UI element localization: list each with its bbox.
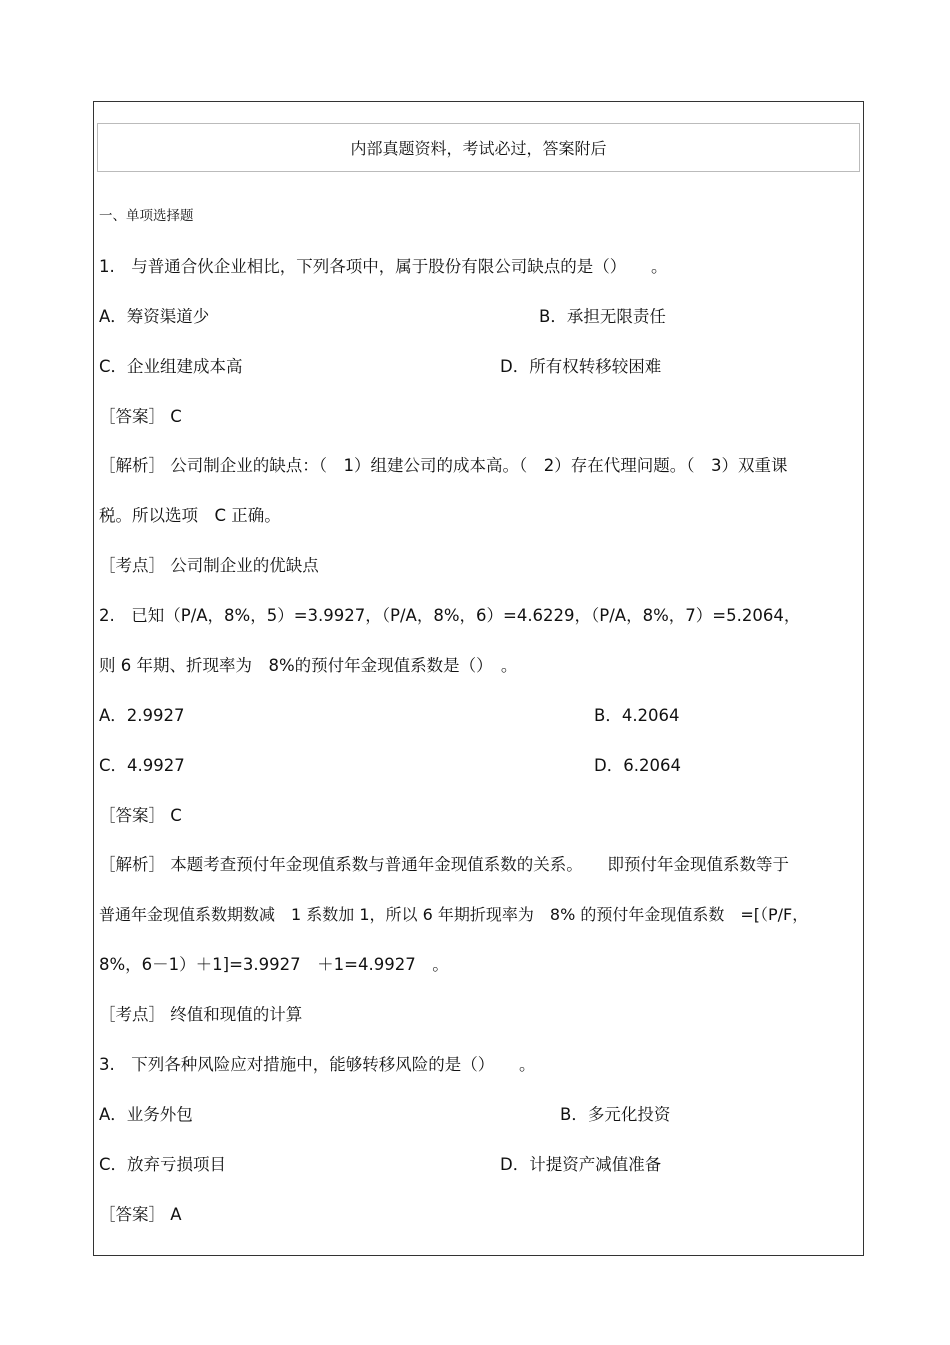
q2-stem-line2: 则 6 年期、折现率为 8%的预付年金现值系数是（） 。 <box>99 656 518 675</box>
header-box <box>97 123 860 172</box>
q2-option-d: D．6.2064 <box>594 756 681 775</box>
q3-stem: 3. 下列各种风险应对措施中，能够转移风险的是（） 。 <box>99 1055 536 1074</box>
q1-analysis-line2: 税。所以选项 C 正确。 <box>99 506 281 525</box>
q1-analysis-line1: ［解析］ 公司制企业的缺点：（ 1）组建公司的成本高。（ 2）存在代理问题。（ 3）双重课 <box>99 456 788 475</box>
q2-option-b: B．4.2064 <box>594 706 680 725</box>
q3-option-a: A．业务外包 <box>99 1105 193 1124</box>
q2-answer: ［答案］ C <box>99 806 182 825</box>
q1-stem: 1. 与普通合伙企业相比，下列各项中，属于股份有限公司缺点的是（） 。 <box>99 257 668 276</box>
q2-point: ［考点］ 终值和现值的计算 <box>99 1005 303 1024</box>
header-title: 内部真题资料，考试必过，答案附后 <box>350 139 607 158</box>
q1-option-c: C．企业组建成本高 <box>99 357 243 376</box>
q3-option-d: D．计提资产减值准备 <box>500 1155 662 1174</box>
q2-analysis-line1: ［解析］ 本题考查预付年金现值系数与普通年金现值系数的关系。 即预付年金现值系数等于 <box>99 855 789 874</box>
q3-answer: ［答案］ A <box>99 1205 182 1224</box>
q2-analysis-line2: 普通年金现值系数期数减 1 系数加 1，所以 6 年期折现率为 8% 的预付年金现值系数 =[（P/F， <box>99 905 809 924</box>
q2-stem-line1: 2. 已知（P/A，8%，5）=3.9927，（P/A，8%，6）=4.6229，（P/A，8%，7）=5.2064， <box>99 606 801 625</box>
section-title: 一、单项选择题 <box>99 208 194 224</box>
q3-option-b: B．多元化投资 <box>560 1105 671 1124</box>
q1-option-a: A．筹资渠道少 <box>99 307 210 326</box>
q1-point: ［考点］ 公司制企业的优缺点 <box>99 556 319 575</box>
q3-option-c: C．放弃亏损项目 <box>99 1155 227 1174</box>
q1-option-d: D．所有权转移较困难 <box>500 357 662 376</box>
q2-option-a: A．2.9927 <box>99 706 185 725</box>
q1-option-b: B．承担无限责任 <box>539 307 666 326</box>
q2-option-c: C．4.9927 <box>99 756 185 775</box>
q2-analysis-line3: 8%，6－1）＋1]=3.9927 ＋1=4.9927 。 <box>99 955 449 974</box>
q1-answer: ［答案］ C <box>99 407 182 426</box>
